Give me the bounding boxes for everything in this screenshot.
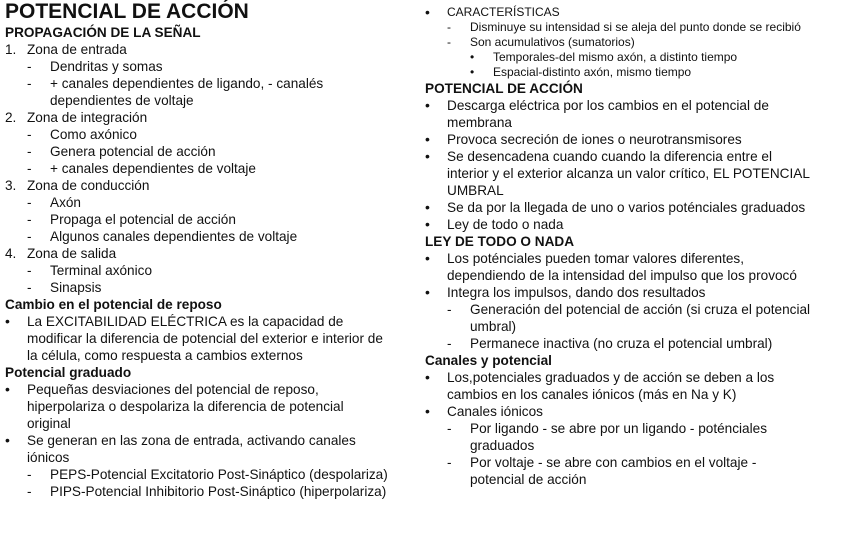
list-text: Terminal axónico [50, 263, 152, 278]
section-heading-reposo: Cambio en el potencial de reposo [5, 297, 222, 312]
list-item [5, 58, 415, 75]
dash-marker: - [27, 229, 32, 244]
zone-number: 4. [5, 246, 17, 261]
dash-marker: - [27, 212, 32, 227]
list-item [425, 216, 840, 233]
list-item [425, 250, 840, 267]
dash-marker: - [27, 484, 32, 499]
bullet-marker: • [470, 65, 475, 79]
list-item [5, 211, 415, 228]
dash-marker: - [27, 161, 32, 176]
list-item-continued [5, 330, 415, 347]
dash-marker: - [27, 280, 32, 295]
bullet-marker: • [425, 284, 430, 300]
list-text: Ley de todo o nada [447, 217, 564, 232]
list-item-continued [5, 415, 415, 432]
dash-marker: - [27, 467, 32, 482]
bullet-marker: • [425, 131, 430, 147]
list-text: original [27, 416, 71, 431]
list-text: + canales dependientes de ligando, - canalés [50, 76, 324, 91]
bullet-marker: • [425, 97, 430, 113]
list-item [425, 284, 840, 301]
zone-item [5, 41, 415, 58]
dash-marker: - [447, 455, 452, 470]
zone-label: Zona de conducción [27, 178, 150, 193]
list-text: modificar la diferencia de potencial del exterior e interior de [27, 331, 383, 346]
bullet-marker: • [5, 432, 10, 448]
list-item [5, 483, 415, 500]
list-item [425, 369, 840, 386]
list-text: UMBRAL [447, 183, 504, 198]
list-text: Descarga eléctrica por los cambios en el potencial de [447, 98, 769, 113]
bullet-marker: • [425, 369, 430, 385]
list-item-continued [5, 92, 415, 109]
list-text: Disminuye su intensidad si se aleja del punto donde se recibió [470, 20, 801, 34]
dash-marker: - [27, 59, 32, 74]
list-item-continued [425, 165, 840, 182]
list-item [5, 75, 415, 92]
section-heading-ley: LEY DE TODO O NADA [425, 234, 575, 249]
zone-item [5, 109, 415, 126]
list-text: Los poténciales pueden tomar valores diferentes, [447, 251, 744, 266]
bullet-marker: • [425, 199, 430, 215]
list-item [425, 20, 840, 35]
zone-number: 1. [5, 42, 17, 57]
list-text: Se da por la llegada de uno o varios poténciales graduados [447, 200, 806, 215]
bullet-marker: • [5, 313, 10, 329]
right-column [425, 5, 840, 488]
list-item-continued [425, 437, 840, 454]
list-item [5, 194, 415, 211]
list-item-continued [5, 347, 415, 364]
zone-label: Zona de salida [27, 246, 117, 261]
list-text: hiperpolariza o despolariza la diferencia de potencial [27, 399, 344, 414]
bullet-marker: • [5, 381, 10, 397]
list-text: iónicos [27, 450, 70, 465]
list-item [425, 148, 840, 165]
list-text: Espacial-distinto axón, mismo tiempo [493, 65, 692, 79]
list-item-continued [5, 398, 415, 415]
zone-item [5, 245, 415, 262]
zone-number: 2. [5, 110, 17, 125]
list-item [5, 160, 415, 177]
list-item-continued [5, 449, 415, 466]
subtitle-propagacion: PROPAGACIÓN DE LA SEÑAL [5, 25, 201, 40]
list-text: dependiendo de la intensidad del impulso que los provocó [447, 268, 797, 283]
list-item-continued [425, 471, 840, 488]
list-item [5, 432, 415, 449]
dash-marker: - [447, 20, 451, 34]
list-item [5, 143, 415, 160]
dash-marker: - [447, 35, 451, 49]
list-text: Por ligando - se abre por un ligando - poténciales [470, 421, 767, 436]
list-item [425, 335, 840, 352]
bullet-marker: • [425, 250, 430, 266]
list-text: Se generan en las zona de entrada, activando canales [27, 433, 356, 448]
list-text: Temporales-del mismo axón, a distinto tiempo [493, 50, 738, 64]
list-item [425, 301, 840, 318]
list-item [5, 466, 415, 483]
dash-marker: - [27, 76, 32, 91]
list-text: la célula, como respuesta a cambios externos [27, 348, 303, 363]
section-heading-graduado: Potencial graduado [5, 365, 132, 380]
list-item [425, 65, 840, 80]
dash-marker: - [27, 144, 32, 159]
left-column [5, 0, 415, 500]
dash-marker: - [27, 263, 32, 278]
list-text: Propaga el potencial de acción [50, 212, 236, 227]
list-text: Algunos canales dependientes de voltaje [50, 229, 298, 244]
list-item [5, 313, 415, 330]
list-text: graduados [470, 438, 535, 453]
bullet-marker: • [425, 216, 430, 232]
list-text: PIPS-Potencial Inhibitorio Post-Sináptico (hiperpolariza) [50, 484, 387, 499]
dash-marker: - [447, 302, 452, 317]
dash-marker: - [27, 195, 32, 210]
list-text: Dendritas y somas [50, 59, 163, 74]
list-text: Provoca secreción de iones o neurotransmisores [447, 132, 742, 147]
list-item [425, 420, 840, 437]
list-item [425, 199, 840, 216]
list-item [425, 131, 840, 148]
caracteristicas-label: CARACTERÍSTICAS [447, 5, 560, 19]
bullet-marker: • [425, 403, 430, 419]
list-item [5, 126, 415, 143]
list-item-continued [425, 318, 840, 335]
list-text: Permanece inactiva (no cruza el potencial umbral) [470, 336, 773, 351]
section-heading-canales: Canales y potencial [425, 353, 552, 368]
list-text: La EXCITABILIDAD ELÉCTRICA es la capacidad de [27, 314, 344, 329]
list-text: PEPS-Potencial Excitatorio Post-Sináptico (despolariza) [50, 467, 388, 482]
list-text: Axón [50, 195, 81, 210]
list-item [5, 262, 415, 279]
list-text: Son acumulativos (sumatorios) [470, 35, 635, 49]
zone-label: Zona de integración [27, 110, 148, 125]
list-item [5, 381, 415, 398]
list-item [5, 228, 415, 245]
list-text: Generación del potencial de acción (si cruza el potencial [470, 302, 811, 317]
list-text: Genera potencial de acción [50, 144, 216, 159]
zone-number: 3. [5, 178, 17, 193]
zone-label: Zona de entrada [27, 42, 127, 57]
list-text: Pequeñas desviaciones del potencial de reposo, [27, 382, 319, 397]
list-text: + canales dependientes de voltaje [50, 161, 256, 176]
list-item [5, 279, 415, 296]
list-text: cambios en los canales iónicos (más en Na y K) [447, 387, 737, 402]
list-text: interior y el exterior alcanza un valor crítico, EL POTENCIAL [447, 166, 810, 181]
bullet-marker: • [425, 148, 430, 164]
list-item [425, 454, 840, 471]
bullet-marker: • [425, 4, 430, 20]
dash-marker: - [447, 421, 452, 436]
list-item-continued [425, 267, 840, 284]
list-item-continued [425, 182, 840, 199]
list-item [425, 50, 840, 65]
bullet-marker: • [470, 50, 475, 64]
list-text: dependientes de voltaje [50, 93, 194, 108]
list-item [425, 35, 840, 50]
section-heading-potencial: POTENCIAL DE ACCIÓN [425, 81, 583, 96]
list-text: Los,potenciales graduados y de acción se deben a los [447, 370, 775, 385]
list-text: Sinapsis [50, 280, 102, 295]
list-text: Por voltaje - se abre con cambios en el voltaje - [470, 455, 757, 470]
list-text: Se desencadena cuando cuando la diferencia entre el [447, 149, 772, 164]
list-text: membrana [447, 115, 512, 130]
list-item [425, 5, 840, 20]
list-text: umbral) [470, 319, 517, 334]
list-item [425, 97, 840, 114]
list-text: Canales iónicos [447, 404, 543, 419]
list-text: Como axónico [50, 127, 137, 142]
list-item-continued [425, 386, 840, 403]
page-title: POTENCIAL DE ACCIÓN [5, 0, 249, 23]
dash-marker: - [27, 127, 32, 142]
list-item-continued [425, 114, 840, 131]
zone-item [5, 177, 415, 194]
list-text: potencial de acción [470, 472, 587, 487]
dash-marker: - [447, 336, 452, 351]
list-item [425, 403, 840, 420]
list-text: Integra los impulsos, dando dos resultados [447, 285, 706, 300]
